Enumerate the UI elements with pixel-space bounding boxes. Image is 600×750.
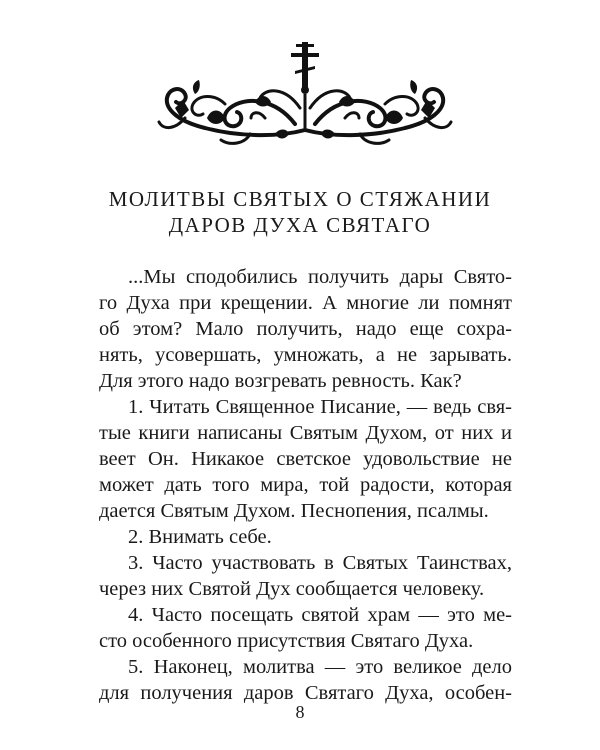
body-line: Для этого надо возгревать ревность. Как? [99,370,462,392]
body-line: 5. Наконец, молитва — это великое дело [128,656,512,678]
body-line: 1. Читать Священное Писание, — ведь свя- [128,396,512,418]
page-title-line-1: МОЛИТВЫ СВЯТЫХ О СТЯЖАНИИ [108,187,492,211]
body-line: для получения даров Святаго Духа, особен- [99,682,512,704]
body-line: 3. Часто участвовать в Святых Таинствах, [128,552,512,574]
body-line: го Духа при крещении. А многие ли помнят [99,292,512,314]
body-line: 2. Внимать себе. [128,526,272,548]
body-line: сто особенного присутствия Святаго Духа. [99,630,474,652]
cross-ornament-icon [155,38,455,148]
page-number: 8 [295,702,305,722]
body-line: 4. Часто посещать святой храм — это ме- [128,604,512,626]
page-title-line-2: ДАРОВ ДУХА СВЯТАГО [168,213,432,237]
body-line: нять, усовершать, умножать, а не зарывать. [99,344,512,366]
body-line: может дать того мира, той радости, которая [99,474,512,496]
body-line: ...Мы сподобились получить дары Свято- [128,266,512,288]
body-line: дается Святым Духом. Песнопения, псалмы. [99,500,489,522]
body-line: через них Святой Дух сообщается человеку. [99,578,485,600]
body-line: об этом? Мало получить, надо еще сохра- [99,318,512,340]
body-line: веет Он. Никакое светское удовольствие не [99,448,512,470]
body-line: тые книги написаны Святым Духом, от них и [99,422,512,444]
